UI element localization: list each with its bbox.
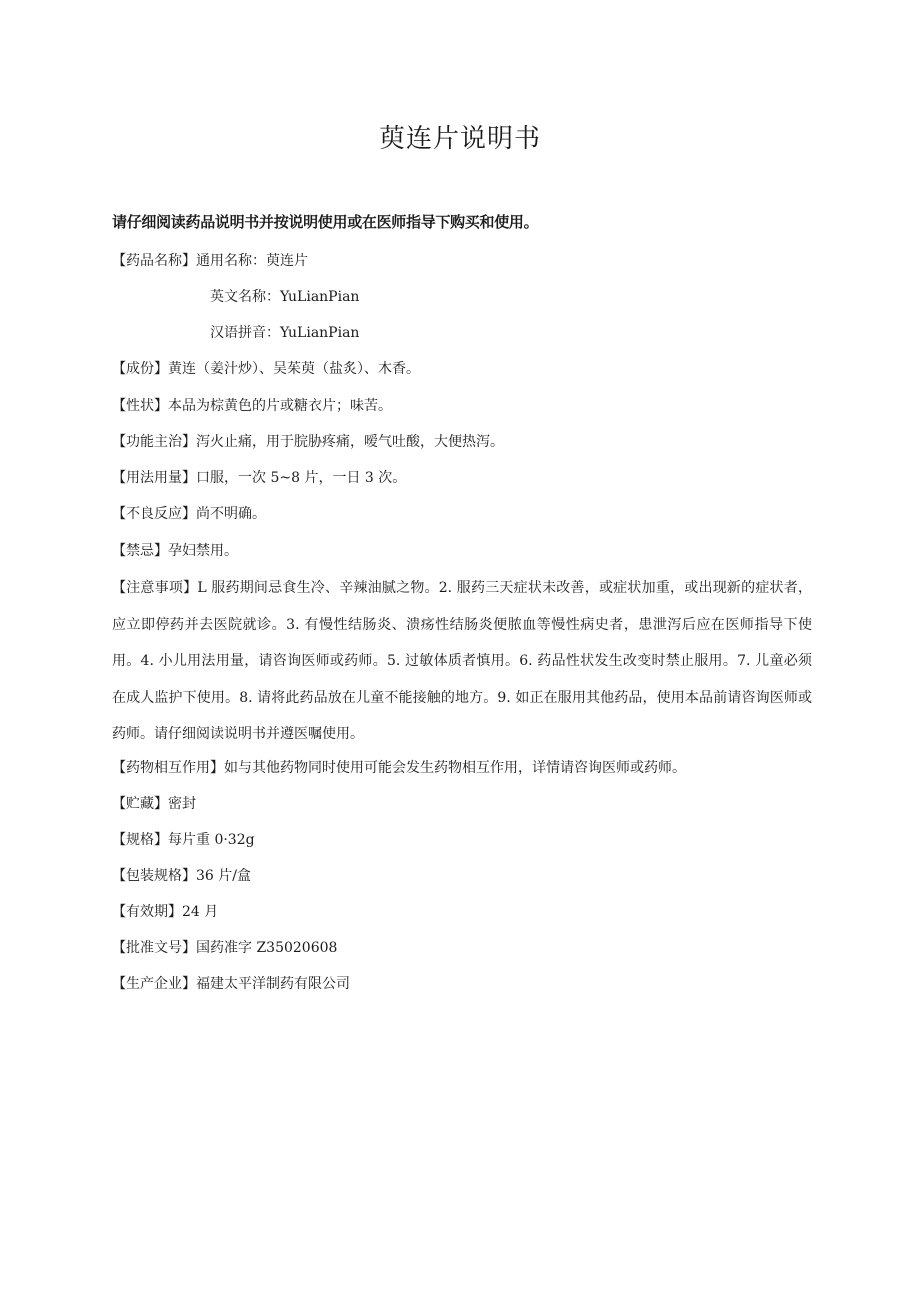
ingredients-row bbox=[112, 358, 420, 378]
spec-label: 【规格】 bbox=[112, 832, 168, 848]
dosage-value: 口服，一次 5~8 片，一日 3 次。 bbox=[196, 470, 407, 486]
validity-row bbox=[112, 901, 218, 921]
contraindications-row bbox=[112, 540, 238, 560]
precautions-label: 【注意事项】 bbox=[112, 580, 198, 596]
generic-name: 通用名称：萸连片 bbox=[196, 253, 308, 269]
precautions-value: L 服药期间忌食生冷、辛辣油腻之物。2. 服药三天症状未改善，或症状加重，或出现新的症状者，应立即停药并去医院就诊。3. 有慢性结肠炎、溃疡性结肠炎便脓血等慢性病史者，患泄泻后应在医师指导下使用。4. 小儿用法用量，请咨询医师或药师。5. 过敏体质者慎用。6. 药品性状发生改变时禁止服用。7. 儿童必须在成人监护下使用。8. 请将此药品放在儿童不能接触的地方。9. 如正在服用其他药品，使用本品前请咨询医师或药师。请仔细阅读说明书并遵医嘱使用。 bbox=[112, 580, 812, 742]
appearance-row bbox=[112, 395, 392, 415]
approval-value: 国药准字 Z35020608 bbox=[196, 940, 338, 956]
appearance-label: 【性状】 bbox=[112, 398, 168, 414]
precautions-paragraph bbox=[112, 570, 812, 753]
reading-notice: 请仔细阅读药品说明书并按说明使用或在医师指导下购买和使用。 bbox=[112, 213, 539, 231]
storage-label: 【贮藏】 bbox=[112, 796, 168, 812]
storage-value: 密封 bbox=[168, 796, 196, 812]
indications-value: 泻火止痛，用于脘胁疼痛，嗳气吐酸，大便热泻。 bbox=[196, 434, 504, 450]
interactions-label: 【药物相互作用】 bbox=[112, 760, 224, 776]
manufacturer-value: 福建太平洋制药有限公司 bbox=[196, 976, 350, 992]
dosage-row bbox=[112, 467, 406, 487]
contraindications-label: 【禁忌】 bbox=[112, 543, 168, 559]
ingredients-label: 【成份】 bbox=[112, 361, 168, 377]
manufacturer-row bbox=[112, 973, 350, 993]
english-name-row: 英文名称：YuLianPian bbox=[210, 289, 360, 305]
appearance-value: 本品为棕黄色的片或糖衣片；味苦。 bbox=[168, 398, 392, 414]
spec-row bbox=[112, 829, 255, 849]
validity-label: 【有效期】 bbox=[112, 904, 182, 920]
contraindications-value: 孕妇禁用。 bbox=[168, 543, 238, 559]
approval-label: 【批准文号】 bbox=[112, 940, 196, 956]
page-title: 萸连片说明书 bbox=[378, 124, 541, 154]
dosage-label: 【用法用量】 bbox=[112, 470, 196, 486]
package-row bbox=[112, 865, 251, 885]
indications-row bbox=[112, 431, 504, 451]
adverse-value: 尚不明确。 bbox=[196, 506, 266, 522]
adverse-row bbox=[112, 503, 266, 523]
validity-value: 24 月 bbox=[182, 904, 219, 920]
indications-label: 【功能主治】 bbox=[112, 434, 196, 450]
storage-row bbox=[112, 793, 196, 813]
adverse-label: 【不良反应】 bbox=[112, 506, 196, 522]
pinyin-name-row: 汉语拼音：YuLianPian bbox=[210, 325, 360, 341]
drug-name-row bbox=[112, 250, 308, 270]
package-label: 【包装规格】 bbox=[112, 868, 196, 884]
spec-value: 每片重 0·32g bbox=[168, 832, 255, 848]
manufacturer-label: 【生产企业】 bbox=[112, 976, 196, 992]
approval-row bbox=[112, 937, 337, 957]
interactions-value: 如与其他药物同时使用可能会发生药物相互作用，详情请咨询医师或药师。 bbox=[224, 760, 686, 776]
ingredients-value: 黄连（姜汁炒）、吴茱萸（盐炙）、木香。 bbox=[168, 361, 420, 377]
package-value: 36 片/盒 bbox=[196, 868, 251, 884]
interactions-row bbox=[112, 757, 686, 777]
drug-name-label: 【药品名称】 bbox=[112, 253, 196, 269]
